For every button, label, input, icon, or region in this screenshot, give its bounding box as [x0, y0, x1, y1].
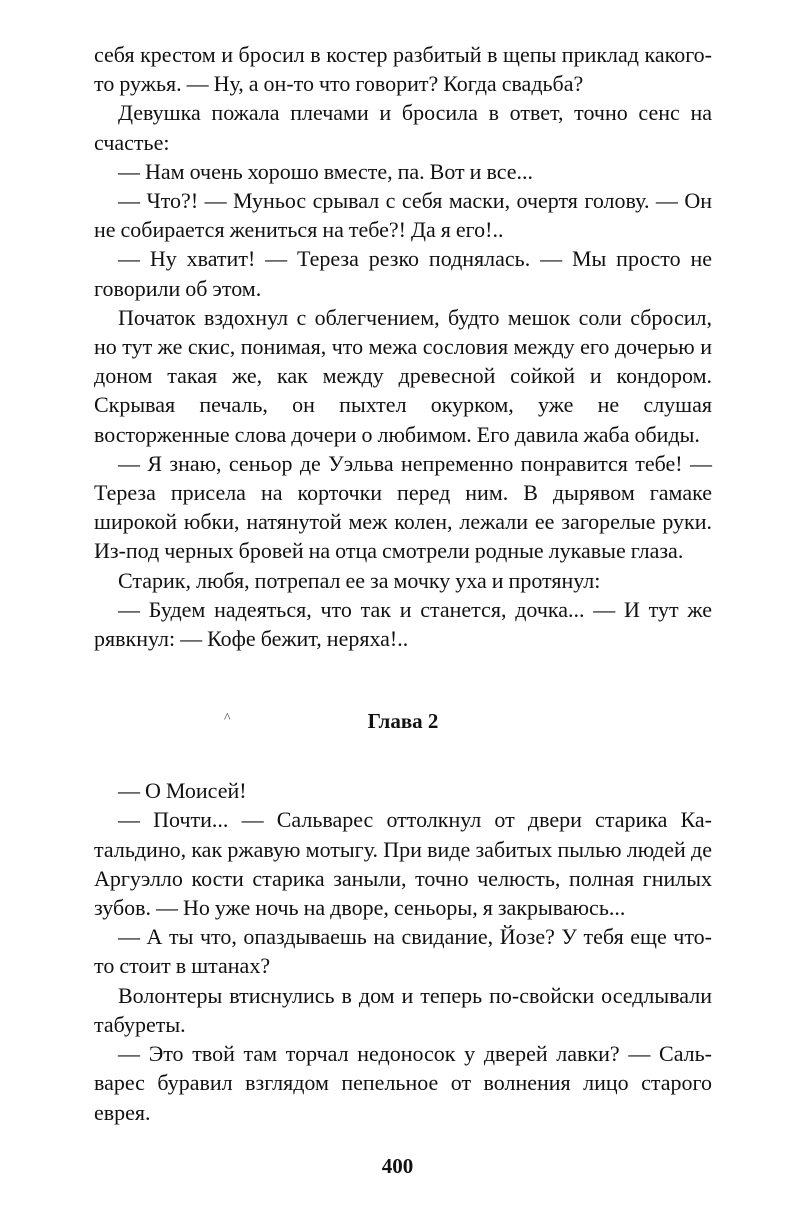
- paragraph: Старик, любя, потрепал ее за мочку уха и протянул:: [118, 567, 601, 593]
- paragraph: — А ты что, опаздываешь на свидание, Йозе? У тебя еще что-то стоит в штанах?: [94, 924, 712, 979]
- paragraph: Початок вздохнул с облегчением, будто мешок соли сбросил, но тут же скис, понимая, что межа сословия между его дочерью и доном такая же, как между древесной сойкой и кондором. Скрывая печаль, он пыхтел окурком, уже не слушая восторженные слова дочери о любимом. Его давила жаба обиды.: [94, 304, 712, 447]
- paragraph: Волонтеры втиснулись в дом и теперь по-свойски оседлывали табуреты.: [94, 982, 712, 1037]
- paragraph: — Что?! — Муньос срывал с себя маски, очертя голову. — Он не собирается жениться на тебе?! Да я его!..: [94, 188, 712, 243]
- paragraph: Девушка пожала плечами и бросила в ответ, точно сенс на счастье:: [94, 100, 712, 155]
- page-body: [94, 40, 712, 1127]
- chapter-heading: [94, 706, 712, 736]
- chapter-title: Глава 2: [367, 709, 439, 734]
- paragraph: — О Моисей!: [118, 778, 247, 804]
- paragraph: — Будем надеяться, что так и станется, дочка... — И тут же рявкнул: — Кофе бежит, неряха!..: [94, 596, 712, 652]
- paragraph: — Это твой там торчал недоносок у дверей лавки? — Сальварес буравил взглядом пепельное от волнения лицо старого еврея.: [94, 1041, 712, 1125]
- page-number: 400: [381, 1154, 414, 1178]
- stray-mark: ^: [224, 711, 231, 727]
- paragraph: себя крестом и бросил в костер разбитый в щепы приклад какого-то ружья. — Ну, а он-то что говорит? Когда свадьба?: [94, 42, 712, 97]
- paragraph: — Ну хватит! — Тереза резко поднялась. — Мы просто не говорили об этом.: [94, 246, 712, 301]
- paragraph: — Почти... — Сальварес оттолкнул от двери старика Катальдино, как ржавую мотыгу. При виде забитых пылью людей де Аргуэлло кости старика заныли, точно челюсть, полная гнилых зубов. — Но уже ночь на дворе, сеньоры, я закрываюсь...: [94, 807, 712, 921]
- paragraph: — Я знаю, сеньор де Уэльва непременно понравится тебе! — Тереза присела на корточки перед ним. В дырявом гамаке широкой юбки, натянутой меж колен, лежали ее загорелые руки. Из-под черных бровей на отца смотрели родные лукавые глаза.: [94, 450, 712, 564]
- paragraph: — Нам очень хорошо вместе, па. Вот и все...: [118, 158, 533, 184]
